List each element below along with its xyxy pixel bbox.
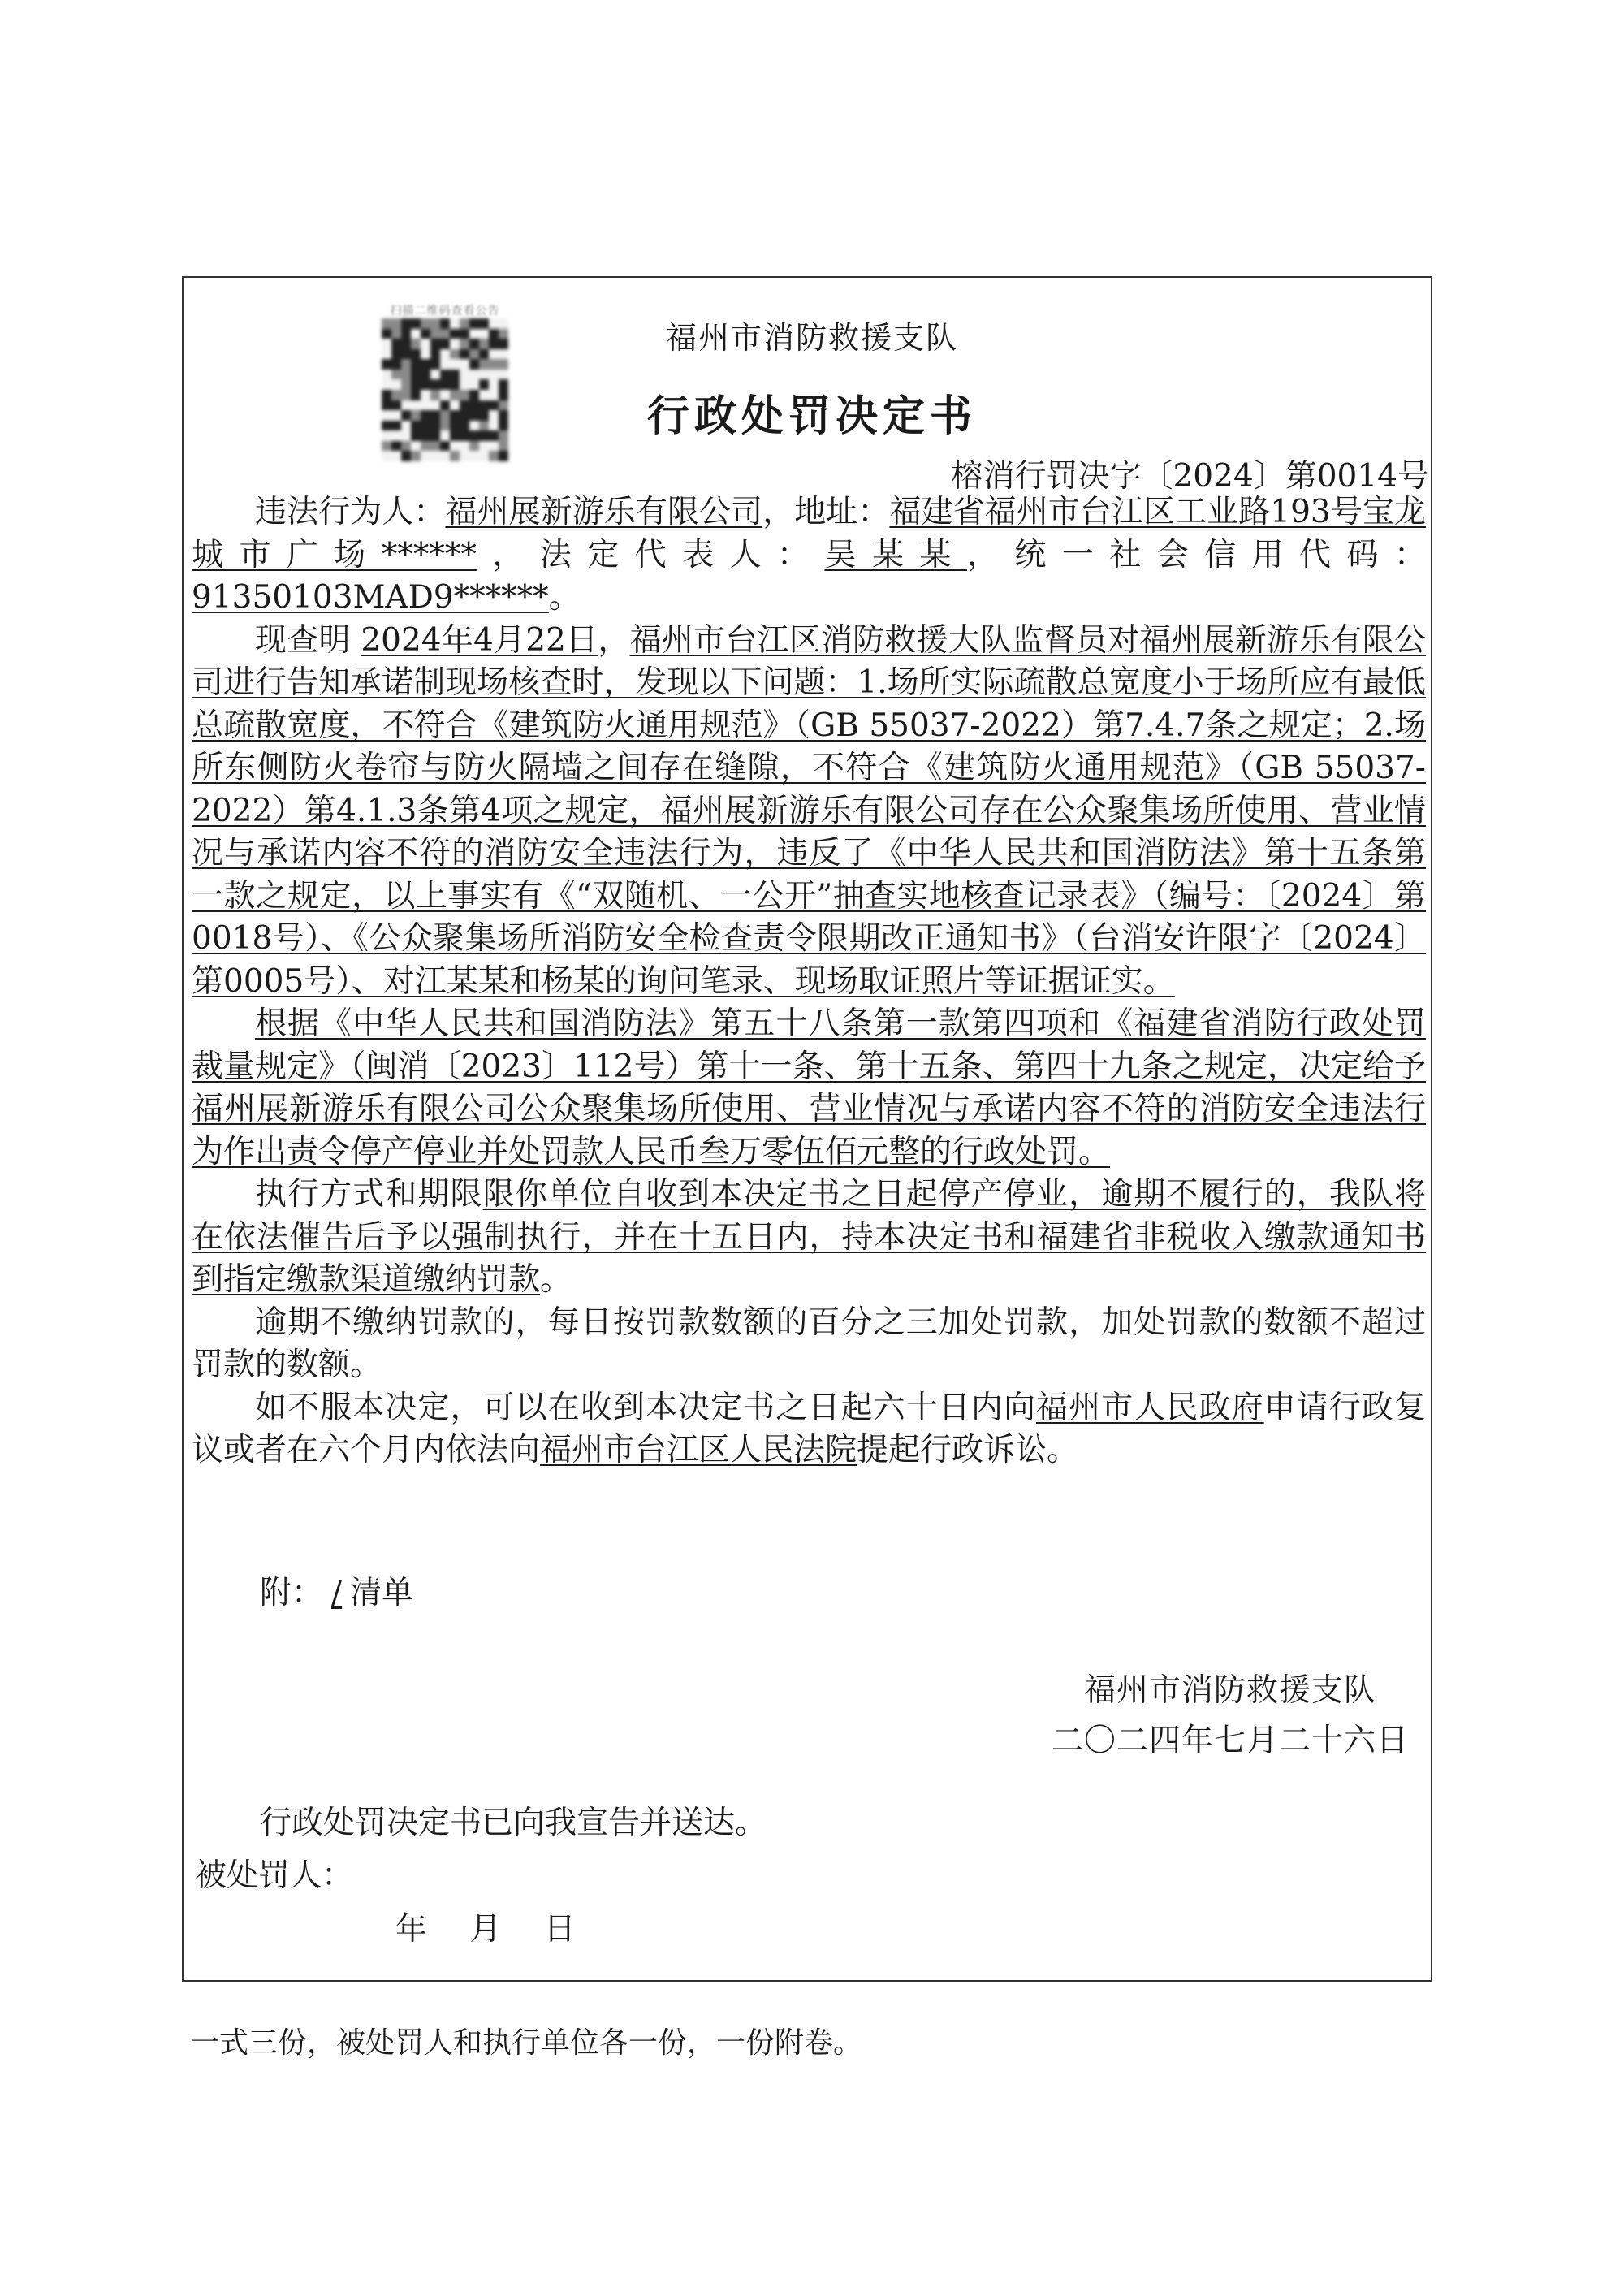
facts-paragraph: 现查明 2024年4月22日，福州市台江区消防救援大队监督员对福州展新游乐有限公司进行告知承诺制现场核查时，发现以下问题：1.场所实际疏散总宽度小于场所应有最低总疏散宽度，不符合《建筑防火通用规范》（GB 55037-2022）第7.4.7条之规定；2.场所东侧防火卷帘与防火隔墙之间存在缝隙，不符合《建筑防火通用规范》（GB 55037-2022）第4.1.3条第4项之规定，福州展新游乐有限公司存在公众聚集场所使用、营业情况与承诺内容不符的消防安全违法行为，违反了《中华人民共和国消防法》第十五条第一款之规定，以上事实有《“双随机、一公开”抽查实地核查记录表》（编号：〔2024〕第0018号）、《公众聚集场所消防安全检查责令限期改正通知书》（台消安许限字〔2024〕第0005号）、对江某某和杨某的询问笔录、现场取证照片等证据证实。 (192, 621, 1426, 1000)
facts-text: 福州市台江区消防救援大队监督员对福州展新游乐有限公司进行告知承诺制现场核查时，发现以下问题：1.场所实际疏散总宽度小于场所应有最低总疏散宽度，不符合《建筑防火通用规范》（GB 55037-2022）第7.4.7条之规定；2.场所东侧防火卷帘与防火隔墙之间存在缝隙，不符合《建筑防火通用规范》（GB 55037-2022）第4.1.3条第4项之规定，福州展新游乐有限公司存在公众聚集场所使用、营业情况与承诺内容不符的消防安全违法行为，违反了《中华人民共和国消防法》第十五条第一款之规定，以上事实有《“双随机、一公开”抽查实地核查记录表》（编号：〔2024〕第0018号）、《公众聚集场所消防安全检查责令限期改正通知书》（台消安许限字〔2024〕第0005号）、对江某某和杨某的询问笔录、现场取证照片等证据证实。 (192, 621, 1426, 1000)
attachment-line: 附： / 清单 (260, 1575, 414, 1611)
party-paragraph: 违法行为人：福州展新游乐有限公司，地址：福建省福州市台江区工业路193号宝龙城市广场******，法定代表人：吴某某，统一社会信用代码：91350103MAD9******。 (192, 494, 1426, 616)
qr-caption: 扫描二维码查看公告 (390, 305, 500, 317)
party-name: 福州展新游乐有限公司 (445, 494, 763, 530)
credit-code: 91350103MAD9****** (192, 579, 549, 616)
review-authority: 福州市人民政府 (1036, 1389, 1264, 1426)
late-fee-paragraph: 逾期不缴纳罚款的，每日按罚款数额的百分之三加处罚款，加处罚款的数额不超过罚款的数额。 (192, 1304, 1426, 1383)
decision-text: 根据《中华人民共和国消防法》第五十八条第一款第四项和《福建省消防行政处罚裁量规定》（闽消〔2023〕112号）第十一条、第十五条、第四十九条之规定，决定给予福州展新游乐有限公司公众聚集场所使用、营业情况与承诺内容不符的消防安全违法行为作出责令停产停业并处罚款人民币叁万零伍佰元整的行政处罚。 (192, 1005, 1426, 1170)
legal-representative: 吴某某 (824, 536, 967, 573)
signing-date: 二〇二四年七月二十六日 (1051, 1723, 1409, 1759)
execution-paragraph: 执行方式和期限限你单位自收到本决定书之日起停产停业，逾期不履行的，我队将在依法催告后予以强制执行，并在十五日内，持本决定书和福建省非税收入缴款通知书到指定缴款渠道缴纳罚款。 (192, 1176, 1426, 1298)
execution-text: 限你单位自收到本决定书之日起停产停业，逾期不履行的，我队将在依法催告后予以强制执行，并在十五日内，持本决定书和福建省非税收入缴款通知书到指定缴款渠道缴纳罚款 (192, 1176, 1426, 1298)
issuing-organization: 福州市消防救援支队 (665, 320, 958, 356)
decision-paragraph (192, 1003, 1426, 1174)
signing-organization: 福州市消防救援支队 (1083, 1672, 1376, 1709)
recipient-label: 被处罚人： (195, 1857, 354, 1894)
document-body (192, 491, 1426, 1472)
document-number: 榕消行罚决字〔2024〕第0014号 (951, 458, 1429, 495)
party-address: 福建省福州市台江区工业路193号宝龙城市广场****** (192, 494, 1426, 573)
date-placeholder: 年 月 日 (395, 1911, 576, 1948)
copies-footnote: 一式三份，被处罚人和执行单位各一份，一份附卷。 (190, 2026, 863, 2060)
document-title: 行政处罚决定书 (646, 391, 977, 441)
facts-date: 2024年4月22日 (361, 621, 598, 659)
service-statement: 行政处罚决定书已向我宣告并送达。 (260, 1805, 767, 1841)
appeal-paragraph: 如不服本决定，可以在收到本决定书之日起六十日内向福州市人民政府申请行政复议或者在六个月内依法向福州市台江区人民法院提起行政诉讼。 (192, 1389, 1426, 1468)
court-name: 福州市台江区人民法院 (540, 1432, 857, 1468)
attachment-value: / (331, 1575, 343, 1611)
